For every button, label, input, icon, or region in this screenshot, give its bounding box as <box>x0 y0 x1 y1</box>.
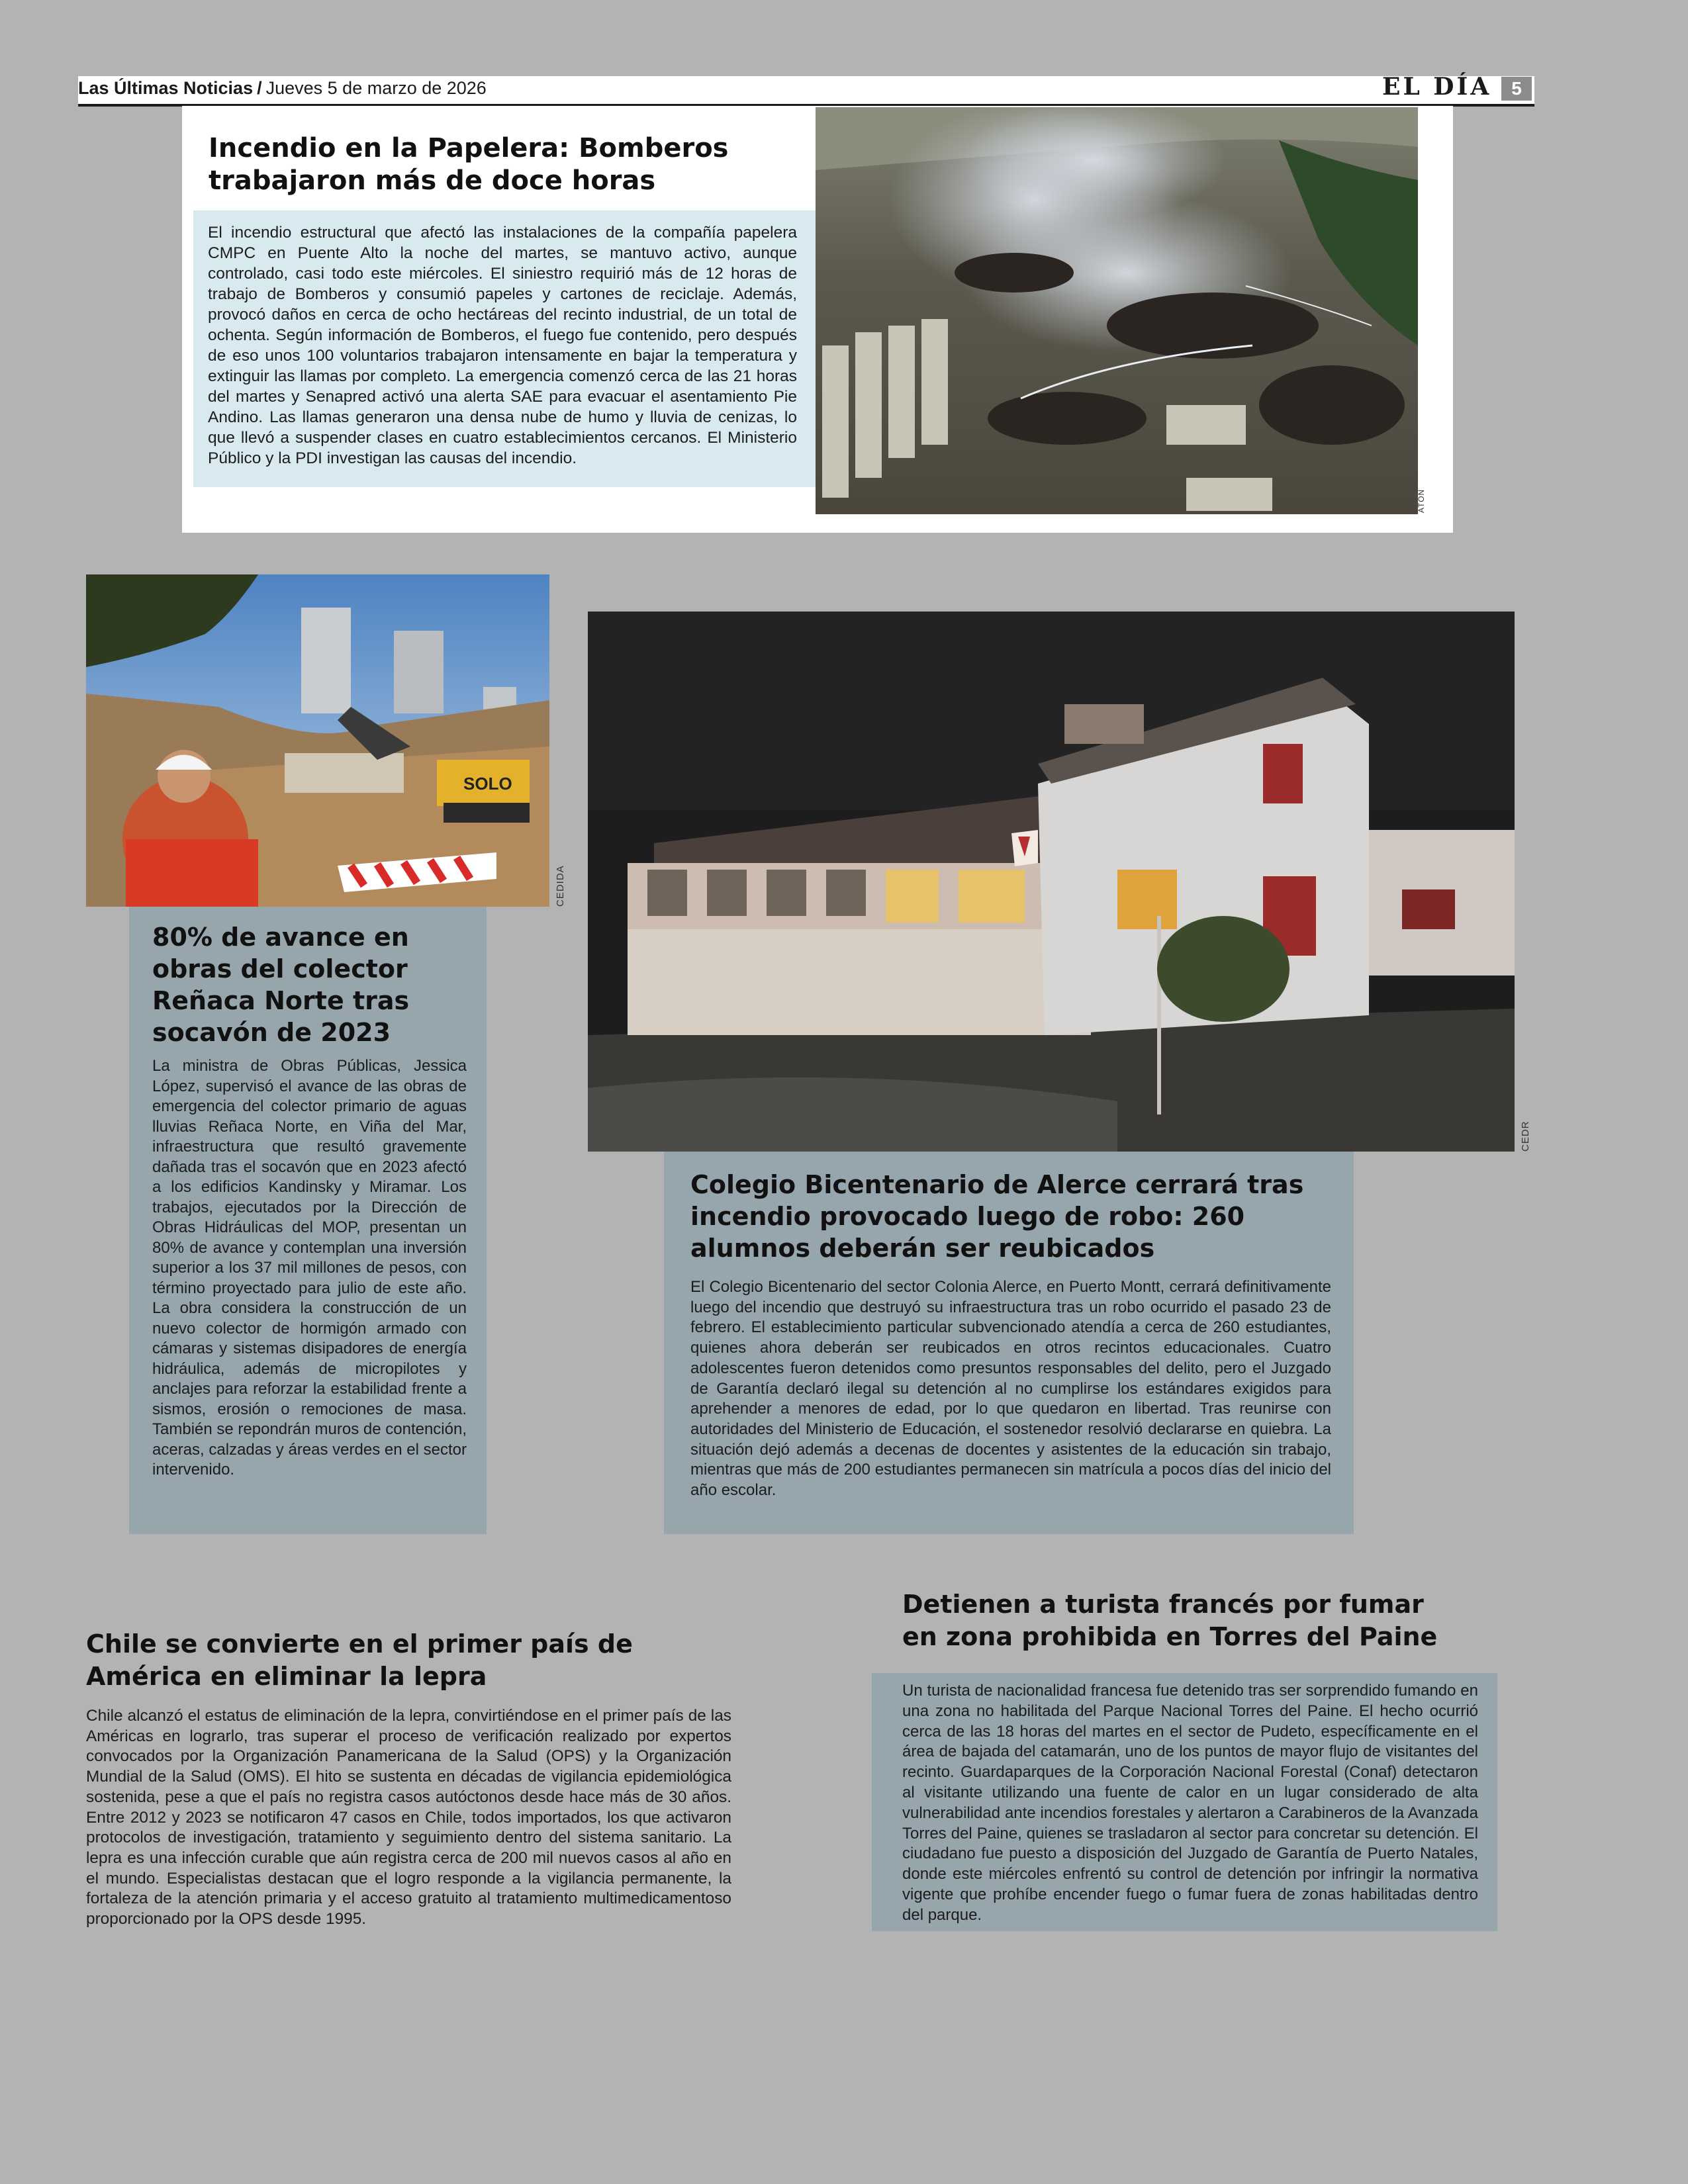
renaca-text-box <box>129 907 487 1534</box>
lepra-body: Chile alcanzó el estatus de eliminación de la lepra, convirtiéndose en el primer país de las Américas en lograrlo, tras superar el proceso de verificación realizado por expertos convocados por la Organización Panamericana de la Salud (OPS) y la Organización Mundial de la Salud (OMS). El hito se sustenta en décadas de vigilancia epidemiológica sostenida, pese a que el país no registra casos autóctonos desde hace más de 30 años. Entre 2012 y 2023 se notificaron 47 casos en Chile, todos importados, los que activaron protocolos de investigación, tratamiento y seguimiento dentro del sistema sanitario. La lepra es una infección curable que aún registra cerca de 200 mil nuevos casos al año en el mundo. Especialistas destacan que el logro responde a la vigilancia permanente, la fortaleza de la atención primaria y el acceso gratuito al tratamiento multimedicamentoso proporcionado por la OPS desde 1995. <box>86 1707 731 1929</box>
page-number: 5 <box>1501 77 1532 101</box>
torres-headline: Detienen a turista francés por fumar en zona prohibida en Torres del Paine <box>902 1590 1438 1651</box>
renaca-headline: 80% de avance en obras del colector Reñaca Norte tras socavón de 2023 <box>152 923 410 1047</box>
masthead-separator: / <box>257 78 262 98</box>
papelera-headline: Incendio en la Papelera: Bomberos trabajaron más de doce horas <box>209 133 729 196</box>
issue-date: Jueves 5 de marzo de 2026 <box>265 78 487 98</box>
colegio-photo-credit: CEDR <box>1520 1120 1531 1152</box>
renaca-photo-credit: CEDIDA <box>555 865 566 907</box>
torres-text-box <box>872 1673 1497 1931</box>
colegio-headline: Colegio Bicentenario de Alerce cerrará tras incendio provocado luego de robo: 260 alumnos deberán ser reubicados <box>690 1170 1304 1263</box>
papelera-photo-credit: ATON <box>1417 488 1426 513</box>
renaca-photo <box>86 574 549 907</box>
publication-name: Las Últimas Noticias <box>78 78 254 98</box>
papelera-body: El incendio estructural que afectó las instalaciones de la compañía papelera CMPC en Puente Alto la noche del martes, se mantuvo activo, aunque controlado, casi todo este miércoles. El siniestro requirió más de 12 horas de trabajo de Bomberos y consumió papeles y cartones de reciclaje. Además, provocó daños en cerca de ocho hectáreas del recinto industrial, de un total de ochenta. Según información de Bomberos, el fuego fue contenido, pero después de eso unos 100 voluntarios trabajaron intensamente en bajar la temperatura y extinguir las llamas por completo. La emergencia comenzó cerca de las 21 horas del martes y Senapred activó una alerta SAE para evacuar el asentamiento Pie Andino. Las llamas generaron una densa nube de humo y lluvia de cenizas, lo que llevó a suspender clases en cuatro establecimientos cercanos. El Ministerio Público y la PDI investigan las causas del incendio. <box>208 224 797 467</box>
papelera-text-box <box>193 210 816 487</box>
masthead <box>78 78 487 99</box>
lepra-headline: Chile se convierte en el primer país de América en eliminar la lepra <box>86 1629 633 1691</box>
papelera-photo <box>816 107 1418 514</box>
colegio-text-box <box>664 1152 1354 1534</box>
machine-label: SOLO <box>463 774 512 794</box>
colegio-photo <box>588 612 1515 1152</box>
section-label: EL DÍA <box>1382 73 1492 101</box>
renaca-body: La ministra de Obras Públicas, Jessica López, supervisó el avance de las obras de emergencia del colector primario de aguas lluvias Reñaca Norte, en Viña del Mar, infraestructura que resultó gravemente dañada tras el socavón que en 2023 afectó a los edificios Kandinsky y Miramar. Los trabajos, ejecutados por la Dirección de Obras Hidráulicas del MOP, presentan un 80% de avance y contemplan una inversión superior a los 37 mil millones de pesos, con término proyectado para julio de este año. La obra considera la construcción de un nuevo colector de hormigón armado con cámaras y sistemas disipadores de energía hidráulica, además de micropilotes y anclajes para reforzar la estabilidad frente a sismos, erosión o remociones de masa. También se repondrán muros de contención, aceras, calzadas y áreas verdes en el sector intervenido. <box>152 1057 467 1479</box>
torres-body: Un turista de nacionalidad francesa fue detenido tras ser sorprendido fumando en una zona no habilitada del Parque Nacional Torres del Paine. El hecho ocurrió cerca de las 18 horas del martes en el sector de Pudeto, específicamente en el área de bajada del catamarán, uno de los puntos de mayor flujo de visitantes del recinto. Guardaparques de la Corporación Nacional Forestal (Conaf) detectaron al visitante utilizando una fuente de calor en un lugar considerado de alta vulnerabilidad ante incendios forestales y alertaron a Carabineros de la Avanzada Torres del Paine, quienes se trasladaron al sector para concretar su detención. El ciudadano fue puesto a disposición del Juzgado de Garantía de Puerto Natales, donde este miércoles enfrentó su control de detención por infringir la normativa vigente que prohíbe encender fuego o fumar fuera de zonas habilitadas dentro del parque. <box>902 1682 1478 1924</box>
colegio-body: El Colegio Bicentenario del sector Colonia Alerce, en Puerto Montt, cerrará definitivamente luego del incendio que destruyó su infraestructura tras un robo ocurrido el pasado 23 de febrero. El establecimiento particular subvencionado atendía a cerca de 260 estudiantes, quienes ahora deberán ser reubicados en otros recintos educacionales. Cuatro adolescentes fueron detenidos como presuntos responsables del delito, pero el Juzgado de Garantía declaró ilegal su detención al no cumplirse los estándares exigidos para aprehender a menores de edad, por lo que quedaron en libertad. Tras reunirse con autoridades del Ministerio de Educación, el sostenedor resolvió declararse en quiebra. La situación dejó además a decenas de docentes y asistentes de la educación sin trabajo, mientras que más de 200 estudiantes permanecen sin matrícula a pocos días del inicio del año escolar. <box>690 1278 1331 1500</box>
